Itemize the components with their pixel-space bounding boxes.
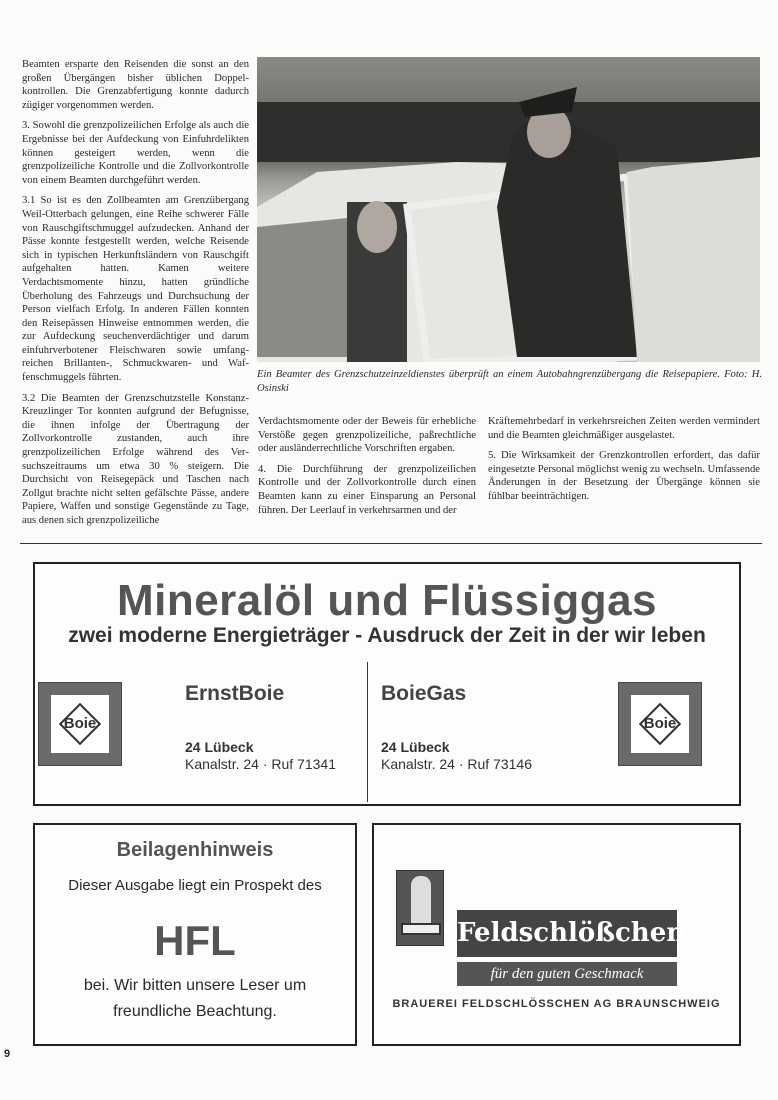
paragraph: 4. Die Durchführung der grenzpolizeilichen Kontrolle und der Zollvorkontrolle durch einen Beamten kann zu einer Einsparung an Personal führen. Der Leerlauf in verkehrsarmen und der: [258, 463, 476, 516]
notice-line: bei. Wir bitten unsere Leser um: [83, 977, 307, 994]
paragraph: Beamten ersparte den Reisenden die sonst an den großen Übergängen bisher üblichen Doppelkontrollen. Die Grenzabfertigung konnte dadurch zügiger vorgenommen werden.: [22, 59, 249, 111]
brewery-emblem: [396, 870, 444, 946]
company-name: ErnstBoie: [185, 682, 285, 705]
notice-title: Beilagenhinweis: [116, 839, 274, 861]
article-middle-column: [258, 415, 476, 524]
address: Kanalstr. 24 · Ruf 71341: [185, 756, 336, 772]
ad-boie: [33, 562, 741, 806]
paragraph: Verdachtsmomente oder der Beweis für erhebliche Verstöße gegen grenzpolizeiliche, paßrechtliche oder ausländerrechtliche Vorschriften ergaben.: [258, 416, 476, 455]
notice-line: Dieser Ausgabe liegt ein Prospekt des: [68, 877, 322, 894]
ad-headline: Mineralöl und Flüssiggas: [116, 576, 658, 625]
ad-feldschloesschen: [372, 823, 741, 1046]
ad-insert-notice: [33, 823, 357, 1046]
notice-brand: HFL: [154, 917, 236, 964]
paragraph: 3.2 Die Beamten der Grenzschutzstelle Konstanz-Kreuzlinger Tor konnten aufgrund der Befugnisse, die ihnen infolge der Übertragung der Zollvorkontrolle zustanden, auch ihre grenzpolizeilichen Erfolge während des Versuchszeitraums um etwa 30 % steigern. Die Durchsicht von Reisegepäck und Taschen nach Zollgut brachte nicht selten gefälschte Pässe, andere Papiere, Waffen und sonstige Gegenstände zu Tage, aus denen sich grenzpolizeiliche: [22, 392, 249, 526]
page-number: 9: [4, 1048, 11, 1060]
section-divider: [20, 543, 762, 544]
paragraph: Kräftemehrbedarf in verkehrsreichen Zeiten werden vermindert und die Beamten gleichmäßiger ausgelastet.: [488, 416, 760, 441]
ad-subline: zwei moderne Energieträger - Ausdruck der Zeit in der wir leben: [68, 624, 706, 647]
article-left-column: [22, 58, 249, 535]
paragraph: 3.1 So ist es den Zollbeamten am Grenzübergang Weil-Otterbach gelungen, eine Reihe schwerer Fälle von Rauschgiftschmuggel aufzudecken. Anhand der Pässe konnte festgestellt werden, welche Reisende sich in typischen Herkunftsländern von Rauschgift aufgehalten hatten. Kamen weitere Verdachtsmomente hinzu, hatten gründliche Überholung des Fahrzeugs und Durchsuchung der Person vielfach Erfolg. In anderen Fällen konnten den Reisepässen Hinweise entnommen werden, die zur Aufdeckung seuchenverdächtiger und darum einfuhrverbotener Fleischwaren sowie umfangreichen Brillanten-, Schmuckwaren- und Waffenschmuggels führten.: [22, 195, 249, 384]
divider: [367, 662, 368, 802]
paragraph: 3. Sowohl die grenzpolizeilichen Erfolge als auch die Ergebnisse bei der Aufdeckung von Einfuhrdelikten können gesteigert werden, wenn die grenzpolizeiliche Kontrolle und die Zollvorkontrolle von einem Beamten durchgeführt werden.: [22, 120, 249, 186]
city: 24 Lübeck: [185, 739, 254, 755]
article-right-column: [488, 415, 760, 511]
photo-caption: Ein Beamter des Grenzschutzeinzeldienstes überprüft an einem Autobahngrenzübergang die Reisepapiere. Foto: H. Osinski: [257, 369, 762, 394]
address: Kanalstr. 24 · Ruf 73146: [381, 756, 532, 772]
brand-name: Feldschlößchen: [457, 910, 677, 957]
city: 24 Lübeck: [381, 739, 450, 755]
company-name: BoieGas: [381, 682, 467, 705]
company-name: BRAUEREI FELDSCHLÖSSCHEN AG BRAUNSCHWEIG: [392, 998, 721, 1010]
notice-line: freundliche Beachtung.: [113, 1003, 277, 1020]
boie-logo: Boie: [618, 682, 702, 766]
article-photo: [257, 57, 760, 362]
boie-logo: Boie: [38, 682, 122, 766]
paragraph: 5. Die Wirksamkeit der Grenzkontrollen erfordert, das dafür eingesetzte Personal möglichst wenig zu wechseln. Umfassende Änderungen in der Besetzung der Übergänge können sie fühlbar beeinträchtigen.: [488, 450, 760, 502]
slogan: für den guten Geschmack: [457, 962, 677, 986]
